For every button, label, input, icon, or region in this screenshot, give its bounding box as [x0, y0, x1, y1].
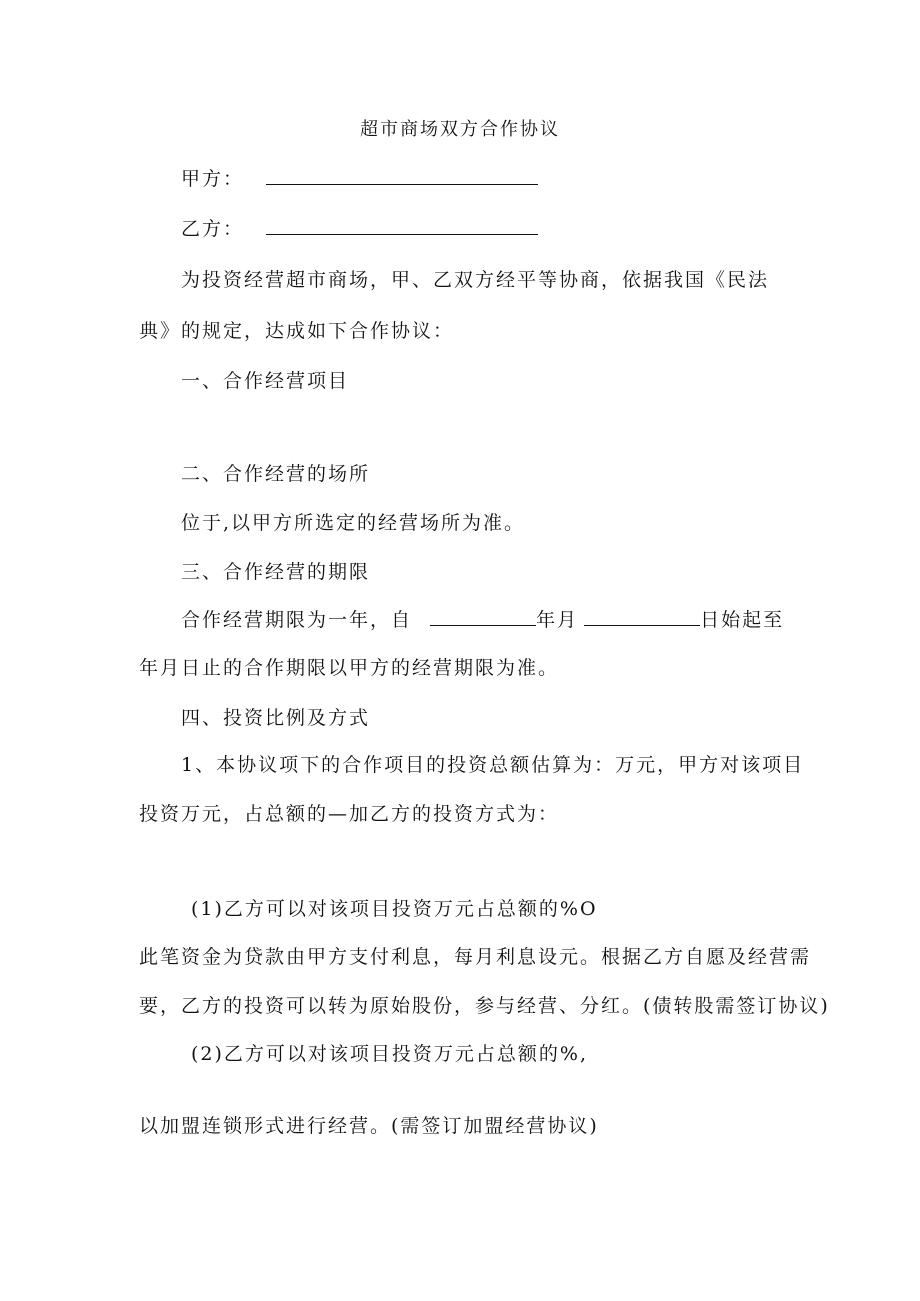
intro-line-1: 为投资经营超市商场，甲、乙双方经平等协商，依据我国《民法	[181, 269, 770, 291]
intro-line-2: 典》的规定，达成如下合作协议：	[139, 320, 455, 342]
term-month-label: 年月	[536, 609, 579, 631]
term-start-label: 合作经营期限为一年，自	[181, 609, 413, 631]
party-b-blank	[266, 216, 538, 235]
item-1-line: (1)乙方可以对该项目投资万元占总额的%O	[191, 898, 598, 920]
item-2-desc: 以加盟连锁形式进行经营。(需签订加盟经营协议)	[139, 1115, 599, 1137]
party-b-line	[181, 216, 538, 241]
party-a-line	[181, 166, 538, 191]
section-3-heading: 三、合作经营的期限	[181, 561, 371, 583]
section-4-para-1-line-1: 1、本协议项下的合作项目的投资总额估算为：万元，甲方对该项目	[181, 754, 805, 776]
section-4-heading: 四、投资比例及方式	[181, 707, 371, 729]
start-day-blank	[584, 607, 700, 626]
term-end-label: 日始起至	[700, 609, 785, 631]
section-3-line-2: 年月日止的合作期限以甲方的经营期限为准。	[139, 657, 560, 679]
document-title: 超市商场双方合作协议	[360, 119, 560, 140]
party-b-label: 乙方：	[181, 218, 245, 240]
item-2-line: (2)乙方可以对该项目投资万元占总额的%,	[191, 1043, 589, 1065]
item-1-desc-line-1: 此笔资金为贷款由甲方支付利息，每月利息设元。根据乙方自愿及经营需	[139, 946, 812, 968]
start-year-blank	[430, 607, 536, 626]
section-1-heading: 一、合作经营项目	[181, 370, 350, 392]
section-2-text: 位于,以甲方所选定的经营场所为准。	[181, 512, 526, 534]
party-a-label: 甲方：	[181, 168, 245, 190]
section-4-para-1-line-2: 投资万元，占总额的—加乙方的投资方式为：	[139, 803, 560, 825]
section-3-line-1	[181, 607, 784, 632]
item-1-desc-line-2: 要，乙方的投资可以转为原始股份，参与经营、分红。(债转股需签订协议)	[139, 995, 830, 1017]
party-a-blank	[266, 166, 538, 185]
section-2-heading: 二、合作经营的场所	[181, 463, 371, 485]
